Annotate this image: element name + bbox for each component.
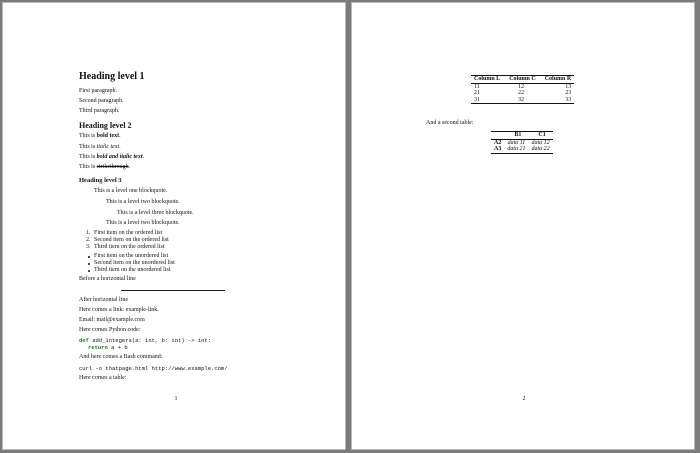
page-number: 1 bbox=[174, 396, 178, 402]
ordered-list-marker: 2. bbox=[86, 237, 91, 243]
paragraph-2: Second paragraph. bbox=[79, 98, 124, 104]
unordered-list-item: Third item on the unordered list bbox=[94, 267, 171, 273]
second-table-intro: And a second table: bbox=[426, 120, 474, 126]
bold-text: bold text bbox=[96, 133, 120, 139]
bash-command: curl -o thatpage.html http://www.example.com/ bbox=[79, 365, 228, 372]
bold-italic-line: This is bold and italic text. bbox=[79, 154, 145, 160]
after-horizontal-line-text: After horizontal line bbox=[79, 297, 128, 303]
strikethrough-line: This is strikethrough. bbox=[79, 164, 131, 170]
before-horizontal-line-text: Before a horizontal line bbox=[79, 276, 136, 282]
python-intro: Here comes Python code: bbox=[79, 327, 141, 333]
table-2 bbox=[491, 131, 553, 154]
unordered-list-item: Second item on the unordered list bbox=[94, 260, 175, 266]
table-header-row bbox=[491, 132, 553, 140]
code-line-return: return a + b bbox=[88, 344, 128, 351]
italic-text: italic text bbox=[96, 144, 120, 150]
ordered-list-item: Third item on the ordered list bbox=[94, 244, 165, 250]
document-page-2 bbox=[351, 2, 695, 450]
link-line[interactable]: Here comes a link: example-link. bbox=[79, 307, 159, 313]
heading-level-3: Heading level 3 bbox=[79, 177, 122, 184]
bold-line: This is bold text. bbox=[79, 133, 121, 139]
code-line-def: def add_integers(a: int, b: int) -> int: bbox=[79, 337, 212, 344]
paragraph-3: Third paragraph. bbox=[79, 108, 120, 114]
strikethrough-text: strikethrough bbox=[96, 164, 129, 170]
table-intro: Here comes a table: bbox=[79, 375, 127, 381]
table-cell: data 12 bbox=[531, 139, 550, 146]
blockquote-level-1: This is a level one blockquote. bbox=[94, 188, 168, 194]
document-page-1 bbox=[2, 2, 346, 450]
table-row bbox=[491, 139, 553, 146]
table-row-header: A3 bbox=[494, 146, 502, 152]
blockquote-level-2: This is a level two blockquote. bbox=[106, 199, 180, 205]
table-header-cell bbox=[491, 132, 504, 140]
table-cell: data 11 bbox=[507, 139, 526, 146]
bold-italic-text: bold and italic text bbox=[96, 154, 143, 160]
page-number: 2 bbox=[522, 396, 526, 402]
table-cell: 13 bbox=[565, 83, 572, 90]
table-header-cell: Column R bbox=[544, 76, 572, 82]
bash-intro: And here comes a Bash command: bbox=[79, 354, 163, 360]
bullet-icon bbox=[88, 270, 90, 272]
paragraph-1: First paragraph. bbox=[79, 88, 117, 94]
italic-line: This is italic text. bbox=[79, 144, 121, 150]
table-cell: 21 bbox=[474, 90, 480, 96]
table-1 bbox=[471, 75, 574, 104]
table-row bbox=[491, 146, 553, 153]
table-header-cell: B1 bbox=[514, 132, 522, 138]
email-line[interactable]: Email: mail@example.com bbox=[79, 317, 145, 323]
ordered-list-marker: 1. bbox=[86, 230, 91, 236]
unordered-list-item: First item on the unordered list bbox=[94, 253, 169, 259]
ordered-list-item: First item on the ordered list bbox=[94, 230, 163, 236]
ordered-list-item: Second item on the ordered list bbox=[94, 237, 169, 243]
bullet-icon bbox=[88, 263, 90, 265]
heading-level-2: Heading level 2 bbox=[79, 121, 132, 130]
table-row bbox=[471, 83, 574, 90]
bullet-icon bbox=[88, 256, 90, 258]
ordered-list-marker: 3. bbox=[86, 244, 91, 250]
table-cell: 12 bbox=[517, 83, 524, 90]
table-cell: 22 bbox=[517, 90, 524, 96]
table-cell: data 21 bbox=[507, 146, 526, 152]
heading-level-1: Heading level 1 bbox=[79, 71, 145, 82]
table-cell: data 22 bbox=[531, 146, 550, 152]
table-header-cell: Column L bbox=[474, 76, 501, 82]
table-cell: 23 bbox=[565, 90, 572, 96]
blockquote-level-2: This is a level two blockquote. bbox=[106, 220, 180, 226]
table-header-cell: C1 bbox=[538, 132, 546, 138]
table-cell: 11 bbox=[474, 83, 480, 90]
horizontal-rule bbox=[121, 290, 225, 291]
table-header-row bbox=[471, 76, 574, 84]
table-row bbox=[471, 97, 574, 104]
table-cell: 31 bbox=[474, 96, 480, 103]
blockquote-level-3: This is a level three blockquote. bbox=[117, 210, 194, 216]
table-row-header: A2 bbox=[494, 139, 502, 146]
table-header-cell: Column C bbox=[509, 76, 536, 82]
table-cell: 33 bbox=[565, 96, 572, 103]
table-cell: 32 bbox=[517, 96, 524, 103]
